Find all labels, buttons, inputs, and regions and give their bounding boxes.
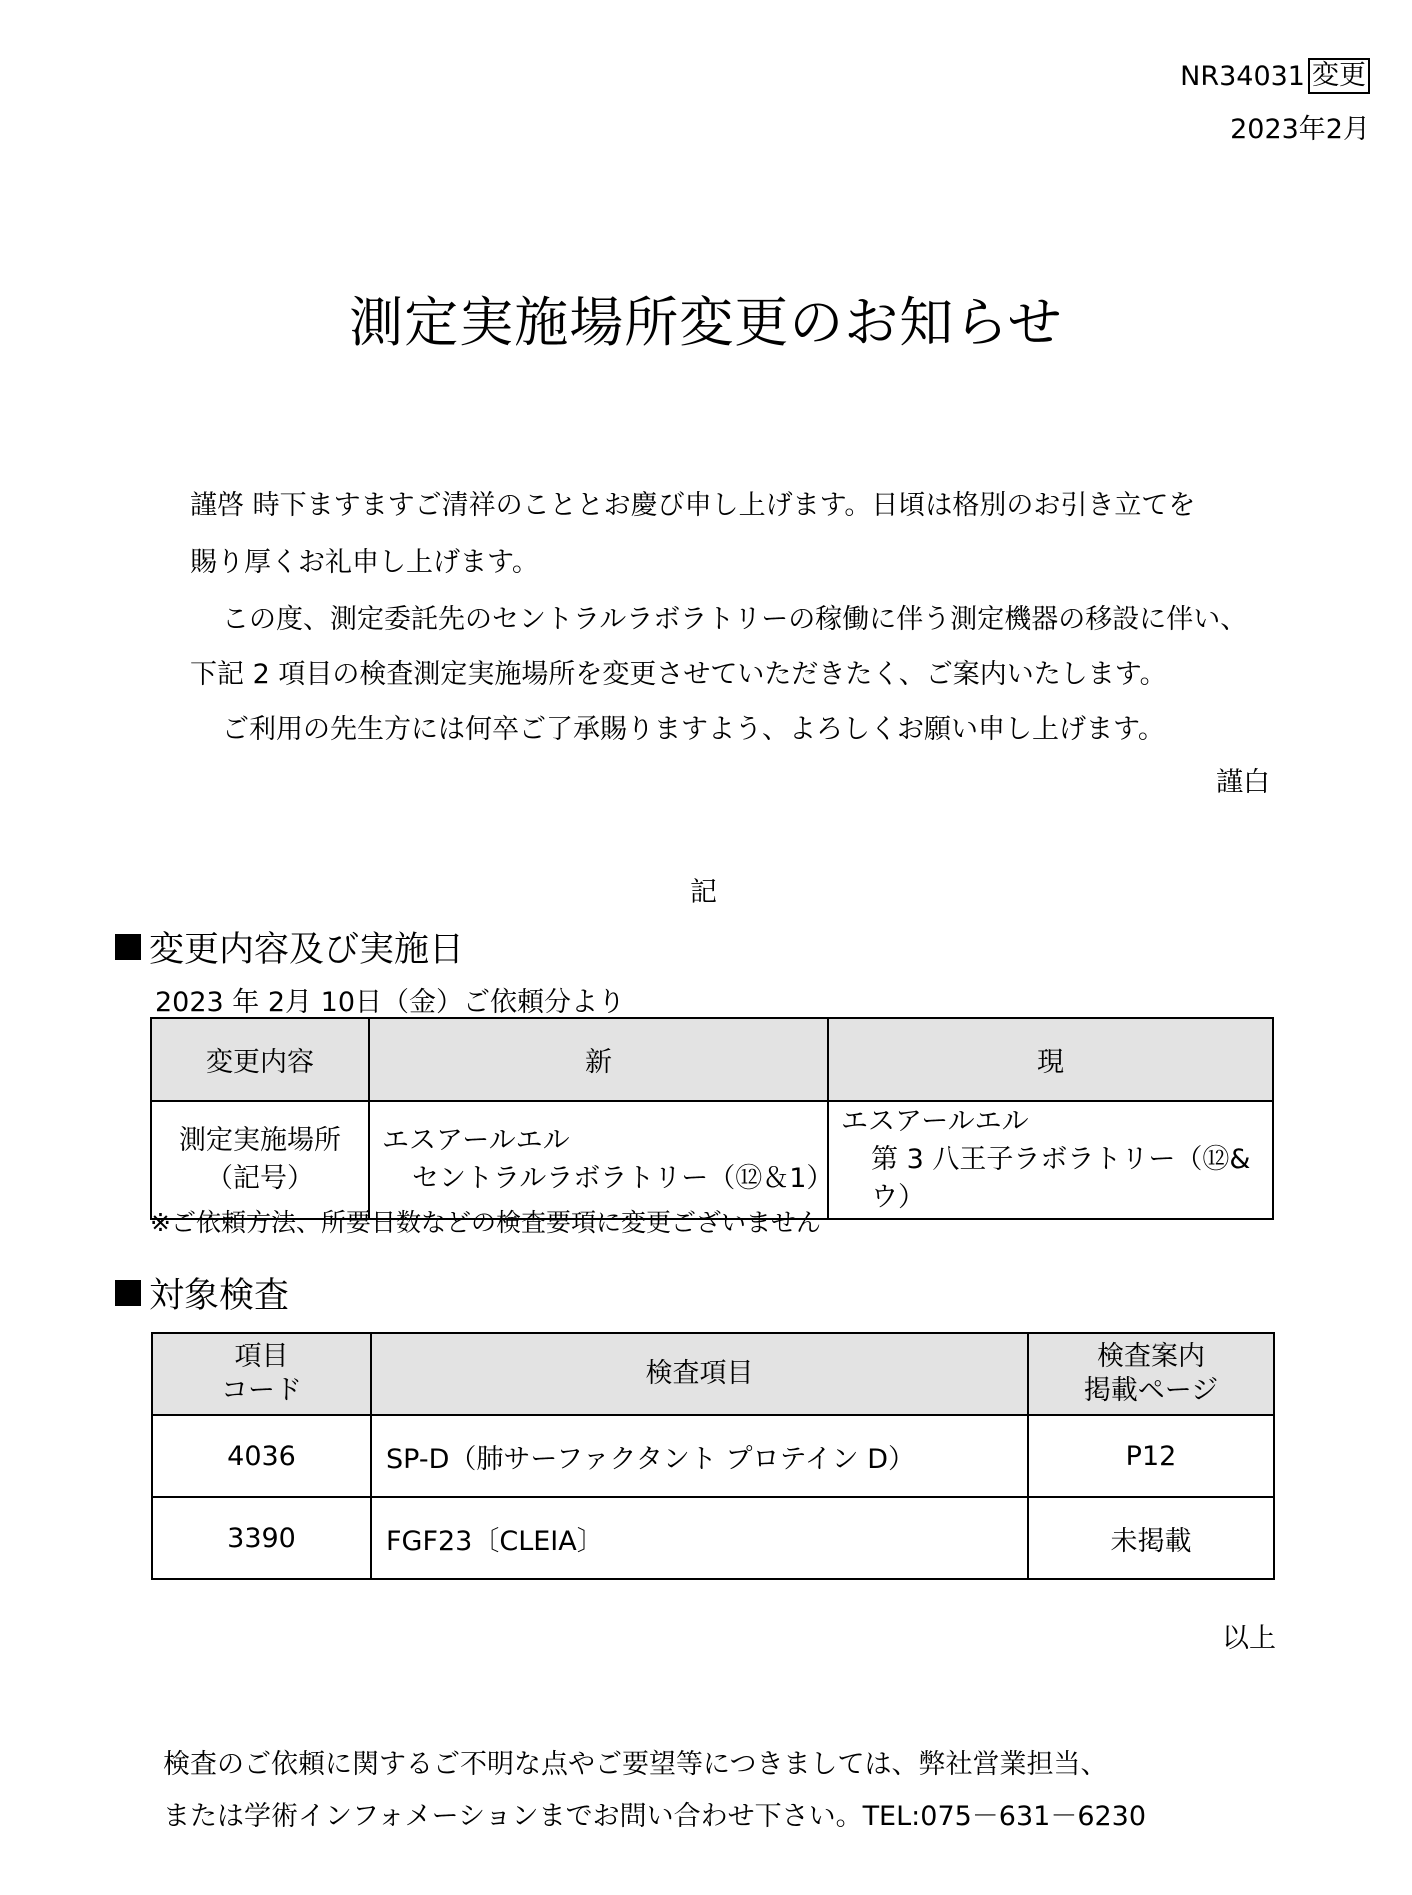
row-label xyxy=(151,1101,369,1219)
square-bullet-icon xyxy=(115,1280,141,1306)
end-mark: 以上 xyxy=(1222,1623,1276,1654)
change-table-header xyxy=(151,1018,1273,1101)
change-table xyxy=(150,1017,1274,1220)
new-location-company: エスアールエル xyxy=(382,1125,570,1156)
issue-date: 2023年2月 xyxy=(1230,114,1370,145)
header-change-content: 変更内容 xyxy=(151,1018,369,1101)
change-status-box: 変更 xyxy=(1308,58,1370,94)
footer-line-1: 検査のご依頼に関するご不明な点やご要望等につきましては、弊社営業担当、 xyxy=(163,1749,1108,1780)
section-heading-tests-text: 対象検査 xyxy=(149,1276,290,1316)
closing-word: 謹白 xyxy=(1216,767,1270,798)
section-heading-tests xyxy=(115,1268,289,1318)
table-row xyxy=(151,1101,1273,1219)
test-table xyxy=(151,1332,1275,1580)
header-guide-page-line-1: 検査案内 xyxy=(1097,1341,1205,1372)
item-code: 3390 xyxy=(152,1497,371,1579)
section-heading-changes-text: 変更内容及び実施日 xyxy=(149,930,465,970)
row-label-line-1: 測定実施場所 xyxy=(179,1125,341,1156)
header-item-code xyxy=(152,1333,371,1415)
greeting-line-2: 賜り厚くお礼申し上げます。 xyxy=(190,547,539,578)
test-table-header xyxy=(152,1333,1274,1415)
test-name: SP-D（肺サーファクタント プロテイン D） xyxy=(371,1415,1028,1497)
guide-page: P12 xyxy=(1028,1415,1274,1497)
header-current: 現 xyxy=(828,1018,1273,1101)
square-bullet-icon xyxy=(115,934,141,960)
current-location xyxy=(828,1101,1273,1219)
greeting-line-1: 謹啓 時下ますますご清祥のこととお慶び申し上げます。日頃は格別のお引き立てを xyxy=(190,490,1196,521)
test-name: FGF23〔CLEIA〕 xyxy=(371,1497,1028,1579)
header-guide-page-line-2: 掲載ページ xyxy=(1083,1375,1219,1406)
header-item-code-line-2: コード xyxy=(221,1375,302,1406)
new-location-lab: セントラルラボラトリー（⑫＆1） xyxy=(412,1163,834,1194)
header-guide-page xyxy=(1028,1333,1274,1415)
row-label-line-2: （記号） xyxy=(206,1163,314,1194)
footer-line-2: または学術インフォメーションまでお問い合わせ下さい。TEL:075－631－6230 xyxy=(163,1801,1147,1832)
current-location-lab: 第 3 八王子ラボラトリー（⑫&ウ） xyxy=(871,1144,1251,1213)
guide-page: 未掲載 xyxy=(1028,1497,1274,1579)
table-row xyxy=(152,1497,1274,1579)
section-heading-changes xyxy=(115,922,464,972)
table-row xyxy=(152,1415,1274,1497)
header-item-code-line-1: 項目 xyxy=(234,1341,289,1372)
new-location xyxy=(369,1101,834,1219)
notice-line-1: この度、測定委託先のセントラルラボラトリーの稼働に伴う測定機器の移設に伴い、 xyxy=(222,604,1248,635)
effective-date: 2023 年 2月 10日（金）ご依頼分より xyxy=(155,987,625,1018)
current-location-company: エスアールエル xyxy=(841,1106,1029,1137)
header-new: 新 xyxy=(369,1018,828,1101)
document-number-text: NR34031 xyxy=(1180,60,1305,92)
document-number xyxy=(1180,58,1370,94)
ki-mark: 記 xyxy=(690,877,717,908)
item-code: 4036 xyxy=(152,1415,371,1497)
notice-line-2: 下記 2 項目の検査測定実施場所を変更させていただきたく、ご案内いたします。 xyxy=(190,659,1167,690)
header-test-name: 検査項目 xyxy=(371,1333,1028,1415)
page-title: 測定実施場所変更のお知らせ xyxy=(349,291,1063,354)
request-line: ご利用の先生方には何卒ご了承賜りますよう、よろしくお願い申し上げます。 xyxy=(222,714,1165,745)
table-note: ※ご依頼方法、所要日数などの検査要項に変更ございません xyxy=(150,1208,821,1237)
